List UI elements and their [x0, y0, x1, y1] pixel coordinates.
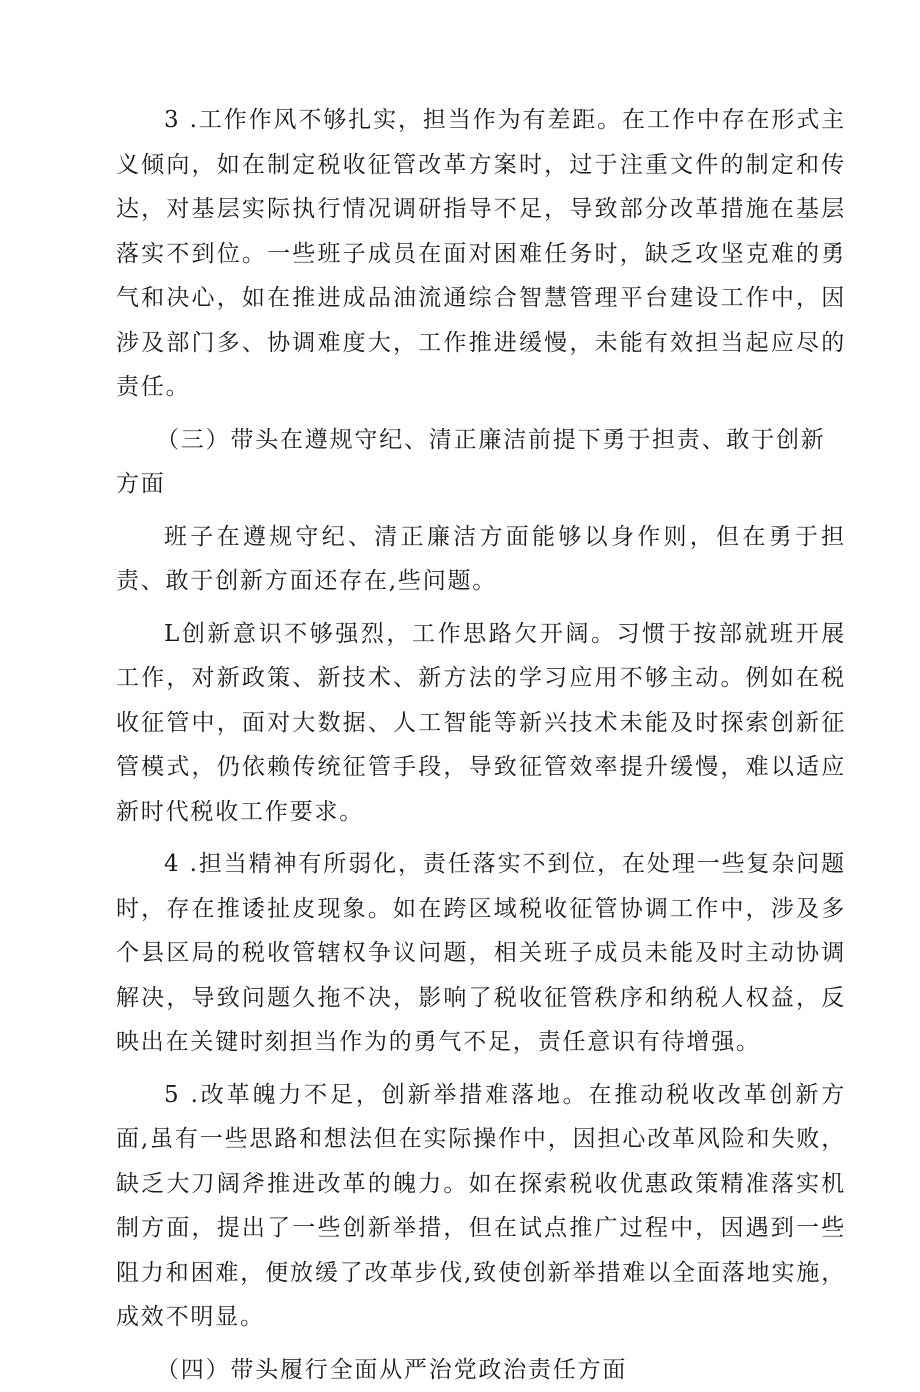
spacer — [116, 834, 846, 842]
spacer — [116, 604, 846, 612]
spacer — [116, 1340, 846, 1348]
spacer — [116, 410, 846, 418]
spacer — [116, 1065, 846, 1073]
paragraph-reform: 5 .改革魄力不足，创新举措难落地。在推动税收改革创新方面,虽有一些思路和想法但在实际操作中，因担心改革风险和失败，缺乏大刀阔斧推进改革的魄力。如在探索税收优惠政策精准落实机制方面，提出了一些创新举措，但在试点推广过程中，因遇到一些阻力和困难，便放缓了改革步伐,致使创新举措难以全面落地实施，成效不明显。 — [116, 1073, 846, 1340]
paragraph-work-style: 3 .工作作风不够扎实，担当作为有差距。在工作中存在形式主义倾向，如在制定税收征管改革方案时，过于注重文件的制定和传达，对基层实际执行情况调研指导不足，导致部分改革措施在基层落实不到位。一些班子成员在面对困难任务时，缺乏攻坚克难的勇气和决心，如在推进成品油流通综合智慧管理平台建设工作中，因涉及部门多、协调难度大，工作推进缓慢，未能有效担当起应尽的责任。 — [116, 98, 846, 410]
section-heading-three: （三）带头在遵规守纪、清正廉洁前提下勇于担责、敢于创新方面 — [116, 418, 846, 507]
paragraph-innovation: L创新意识不够强烈，工作思路欠开阔。习惯于按部就班开展工作，对新政策、新技术、新方法的学习应用不够主动。例如在税收征管中，面对大数据、人工智能等新兴技术未能及时探索创新征管模式，仍依赖传统征管手段，导致征管效率提升缓慢，难以适应新时代税收工作要求。 — [116, 612, 846, 835]
paragraph-responsibility: 4 .担当精神有所弱化，责任落实不到位，在处理一些复杂问题时，存在推诿扯皮现象。如在跨区域税收征管协调工作中，涉及多个县区局的税收管辖权争议问题，相关班子成员未能及时主动协调解决，导致问题久拖不决，影响了税收征管秩序和纳税人权益，反映出在关键时刻担当作为的勇气不足，责任意识有待增强。 — [116, 842, 846, 1065]
paragraph-intro: 班子在遵规守纪、清正廉洁方面能够以身作则，但在勇于担责、敢于创新方面还存在,些问题。 — [116, 515, 846, 604]
spacer — [116, 507, 846, 515]
document-page — [116, 98, 846, 1392]
section-heading-four: （四）带头履行全面从严治党政治责任方面 — [116, 1348, 846, 1392]
